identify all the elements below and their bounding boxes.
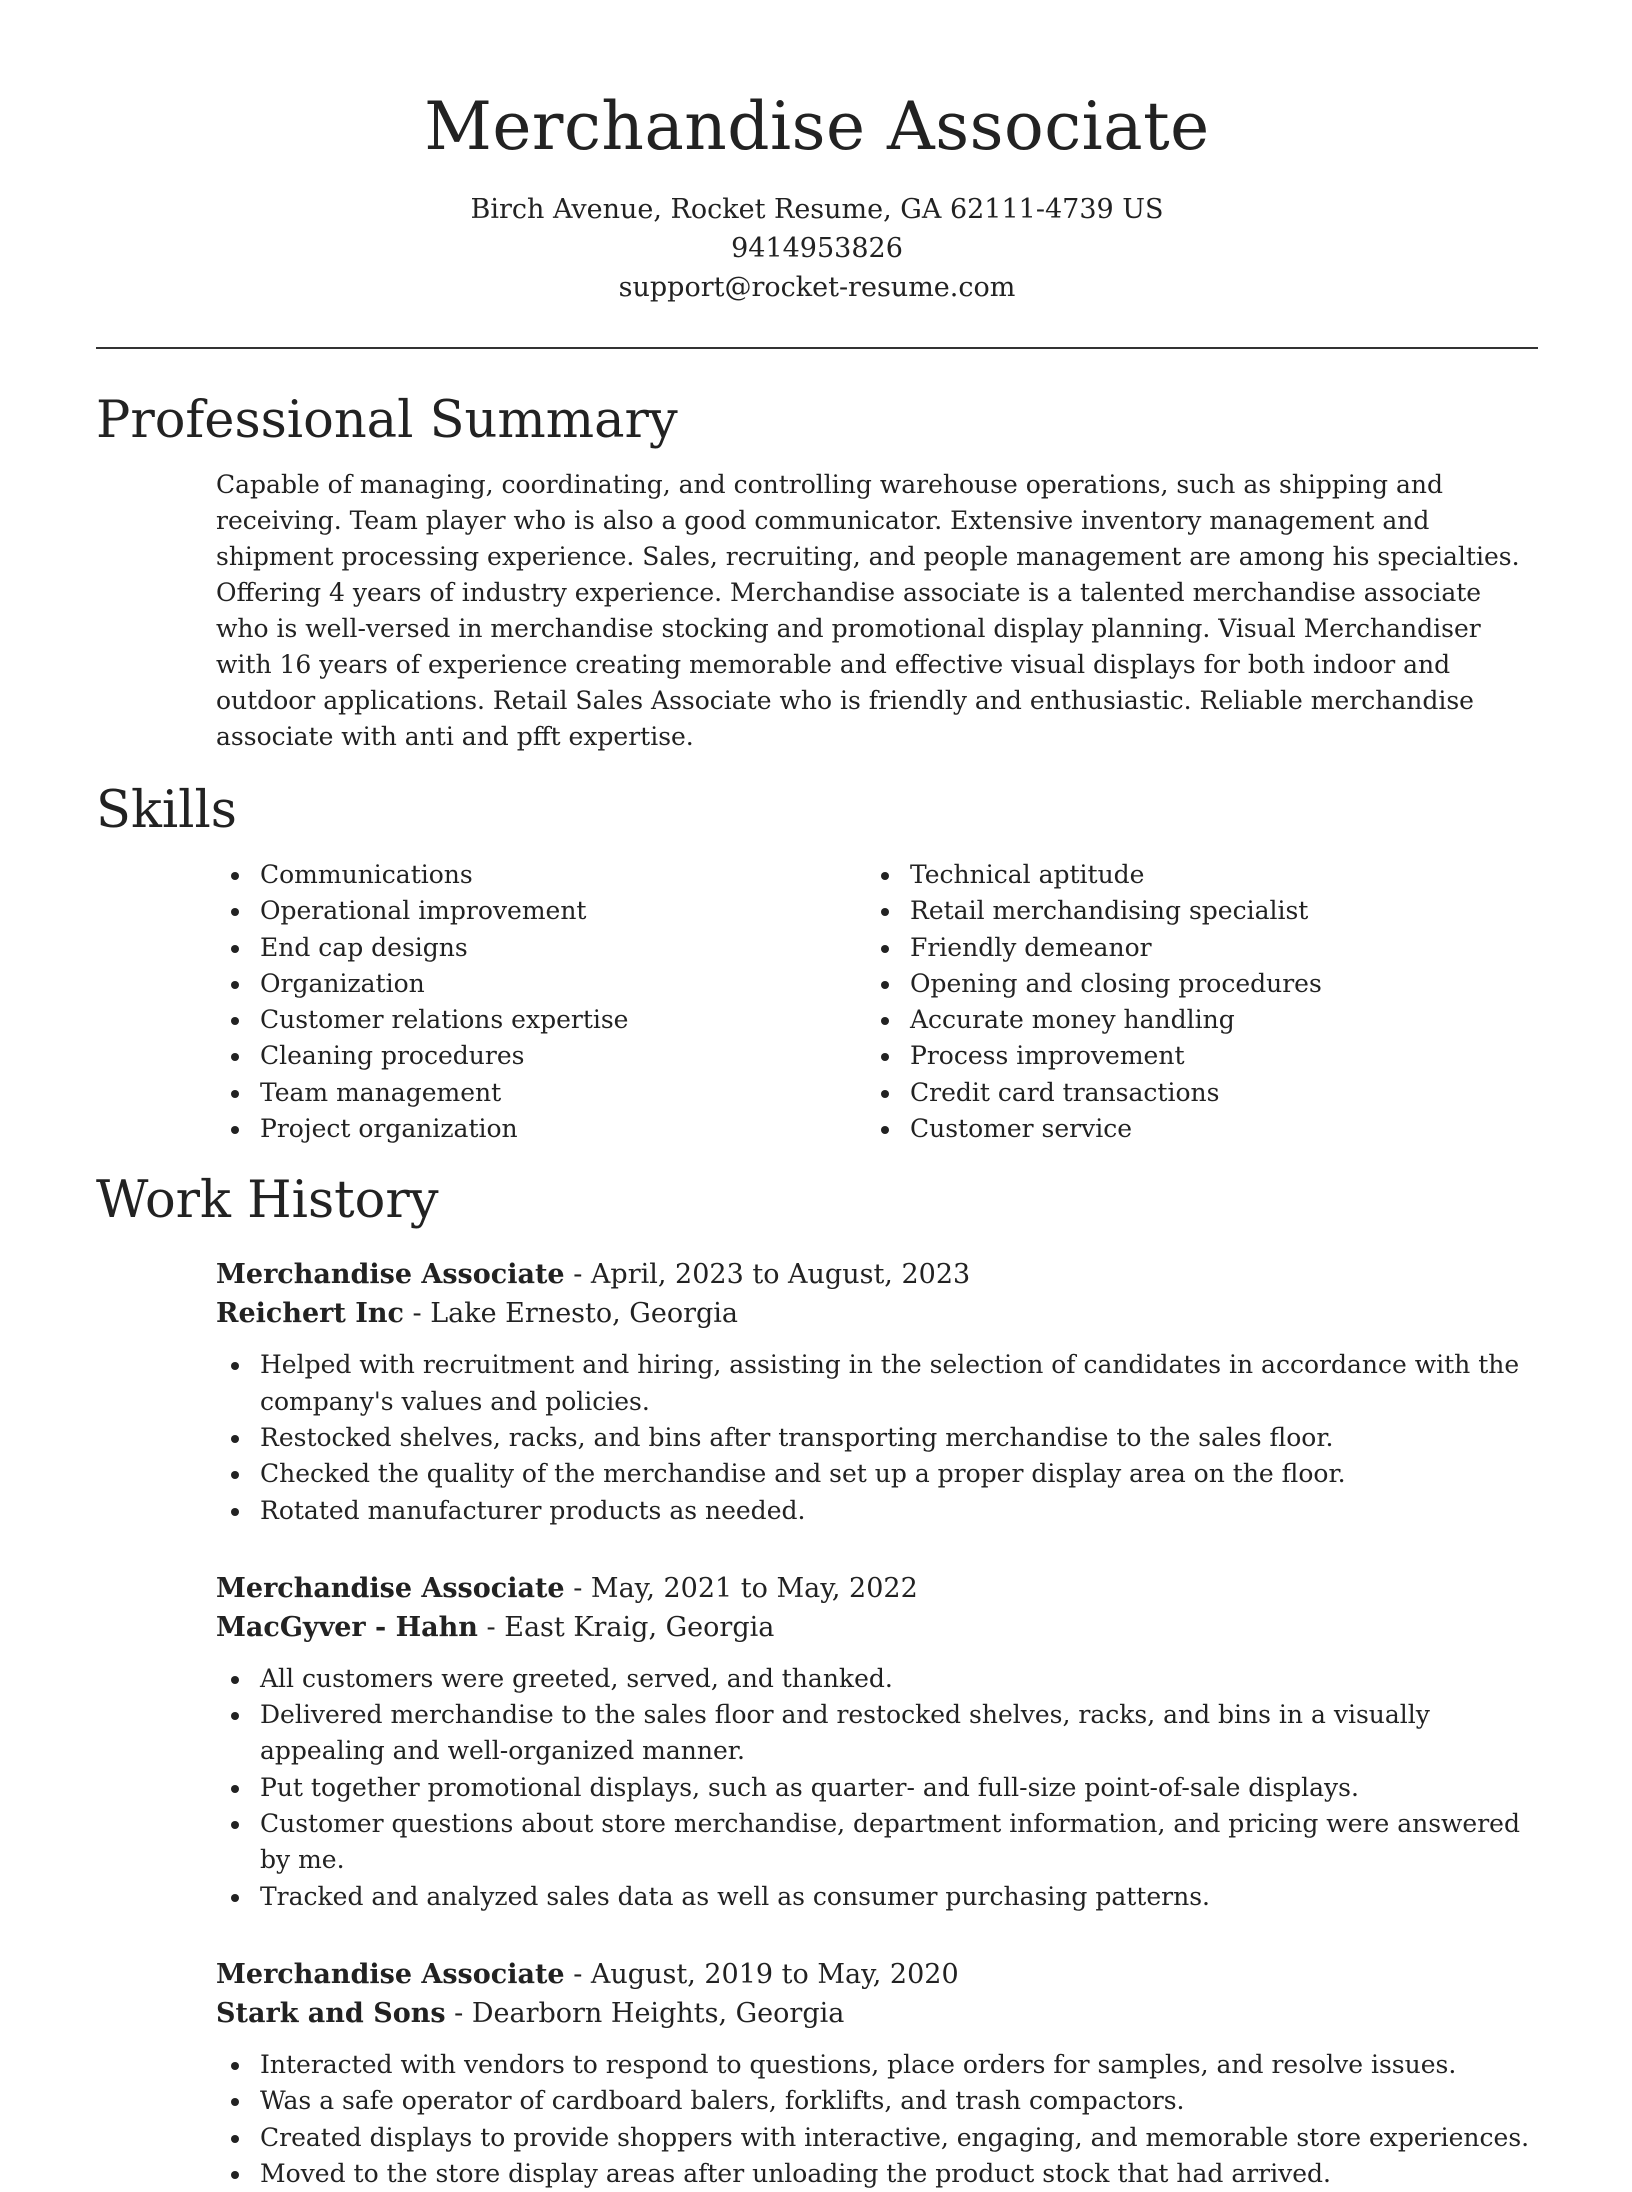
skill-item: Opening and closing procedures xyxy=(910,966,1530,1002)
skill-item: Communications xyxy=(260,857,910,893)
skill-item: Credit card transactions xyxy=(910,1075,1530,1111)
phone: 9414953826 xyxy=(731,233,903,264)
duty-item: Created displays to provide shoppers with interactive, engaging, and memorable store experiences. xyxy=(260,2120,1530,2156)
skill-item: Project organization xyxy=(260,1111,910,1147)
job-title-line xyxy=(216,1255,1538,1294)
address: Birch Avenue, Rocket Resume, GA 62111-4739 US xyxy=(470,194,1164,225)
job-entry xyxy=(216,1955,1538,2192)
duty-item: Interacted with vendors to respond to questions, place orders for samples, and resolve issues. xyxy=(260,2047,1530,2083)
job-separator: - xyxy=(412,1298,431,1330)
job-entry xyxy=(216,1255,1538,1528)
skill-item: Process improvement xyxy=(910,1038,1530,1074)
duty-item: Customer questions about store merchandise, department information, and pricing were answered by me. xyxy=(260,1806,1530,1879)
skill-item: Customer service xyxy=(910,1111,1530,1147)
job-location: East Kraig, Georgia xyxy=(504,1611,775,1643)
job-location: Lake Ernesto, Georgia xyxy=(430,1298,739,1330)
job-company: Stark and Sons xyxy=(216,1997,446,2029)
job-company-line xyxy=(216,1994,1538,2033)
resume-page xyxy=(96,0,1538,2192)
job-separator: - xyxy=(573,1259,591,1291)
resume-header xyxy=(96,0,1538,307)
job-duties xyxy=(260,2047,1530,2192)
duty-item: Tracked and analyzed sales data as well as consumer purchasing patterns. xyxy=(260,1879,1530,1915)
job-separator: - xyxy=(454,1997,472,2029)
job-title-line xyxy=(216,1569,1538,1608)
skill-item: Friendly demeanor xyxy=(910,930,1530,966)
skills-column-right xyxy=(910,857,1530,1147)
contact-info xyxy=(96,190,1538,307)
duty-item: Moved to the store display areas after unloading the product stock that had arrived. xyxy=(260,2156,1530,2192)
job-company-line xyxy=(216,1608,1538,1647)
job-entry xyxy=(216,1569,1538,1915)
duty-item: Was a safe operator of cardboard balers, forklifts, and trash compactors. xyxy=(260,2083,1530,2119)
skills-heading: Skills xyxy=(96,781,237,840)
skill-item: Technical aptitude xyxy=(910,857,1530,893)
job-company-line xyxy=(216,1294,1538,1333)
job-dates: April, 2023 to August, 2023 xyxy=(590,1259,971,1291)
job-location: Dearborn Heights, Georgia xyxy=(471,1997,845,2029)
job-company: Reichert Inc xyxy=(216,1298,404,1330)
duty-item: Delivered merchandise to the sales floor and restocked shelves, racks, and bins in a visually appealing and well-organized manner. xyxy=(260,1697,1530,1770)
work-history-heading: Work History xyxy=(96,1171,439,1231)
job-role: Merchandise Associate xyxy=(216,1572,565,1604)
skill-item: Accurate money handling xyxy=(910,1002,1530,1038)
job-company: MacGyver - Hahn xyxy=(216,1611,478,1643)
duty-item: Restocked shelves, racks, and bins after transporting merchandise to the sales floor. xyxy=(260,1420,1530,1456)
summary-text: Capable of managing, coordinating, and controlling warehouse operations, such as shipping and receiving. Team player who is also a good communicator. Extensive inventory management and shipment processing experience. Sales, recruiting, and people management are among his specialties. Offering 4 years of industry experience. Merchandise associate is a talented merchandise associate who is well-versed in merchandise stocking and promotional display planning. Visual Merchandiser with 16 years of experience creating memorable and effective visual displays for both indoor and outdoor applications. Retail Sales Associate who is friendly and enthusiastic. Reliable merchandise associate with anti and pfft expertise. xyxy=(216,470,1520,751)
skill-item: Operational improvement xyxy=(260,893,910,929)
job-separator: - xyxy=(573,1958,591,1990)
skill-item: Cleaning procedures xyxy=(260,1038,910,1074)
job-duties xyxy=(260,1347,1530,1528)
job-separator: - xyxy=(573,1572,591,1604)
job-duties xyxy=(260,1661,1530,1915)
candidate-name: Merchandise Associate xyxy=(424,88,1210,165)
skill-item: End cap designs xyxy=(260,930,910,966)
skill-item: Team management xyxy=(260,1075,910,1111)
duty-item: Rotated manufacturer products as needed. xyxy=(260,1493,1530,1529)
summary-heading: Professional Summary xyxy=(96,391,678,450)
skill-item: Customer relations expertise xyxy=(260,1002,910,1038)
skill-item: Organization xyxy=(260,966,910,1002)
job-dates: August, 2019 to May, 2020 xyxy=(590,1958,959,1990)
duty-item: All customers were greeted, served, and thanked. xyxy=(260,1661,1530,1697)
job-role: Merchandise Associate xyxy=(216,1958,565,1990)
job-title-line xyxy=(216,1955,1538,1994)
job-dates: May, 2021 to May, 2022 xyxy=(590,1572,918,1604)
skill-item: Retail merchandising specialist xyxy=(910,893,1530,929)
header-divider xyxy=(96,347,1538,349)
job-role: Merchandise Associate xyxy=(216,1259,565,1291)
duty-item: Checked the quality of the merchandise and set up a proper display area on the floor. xyxy=(260,1456,1530,1492)
skills-list xyxy=(260,857,1538,1147)
duty-item: Put together promotional displays, such as quarter- and full-size point-of-sale displays. xyxy=(260,1770,1530,1806)
job-separator: - xyxy=(486,1611,505,1643)
duty-item: Helped with recruitment and hiring, assisting in the selection of candidates in accordance with the company's values and policies. xyxy=(260,1347,1530,1420)
skills-column-left xyxy=(260,857,910,1147)
email: support@rocket-resume.com xyxy=(618,272,1016,303)
